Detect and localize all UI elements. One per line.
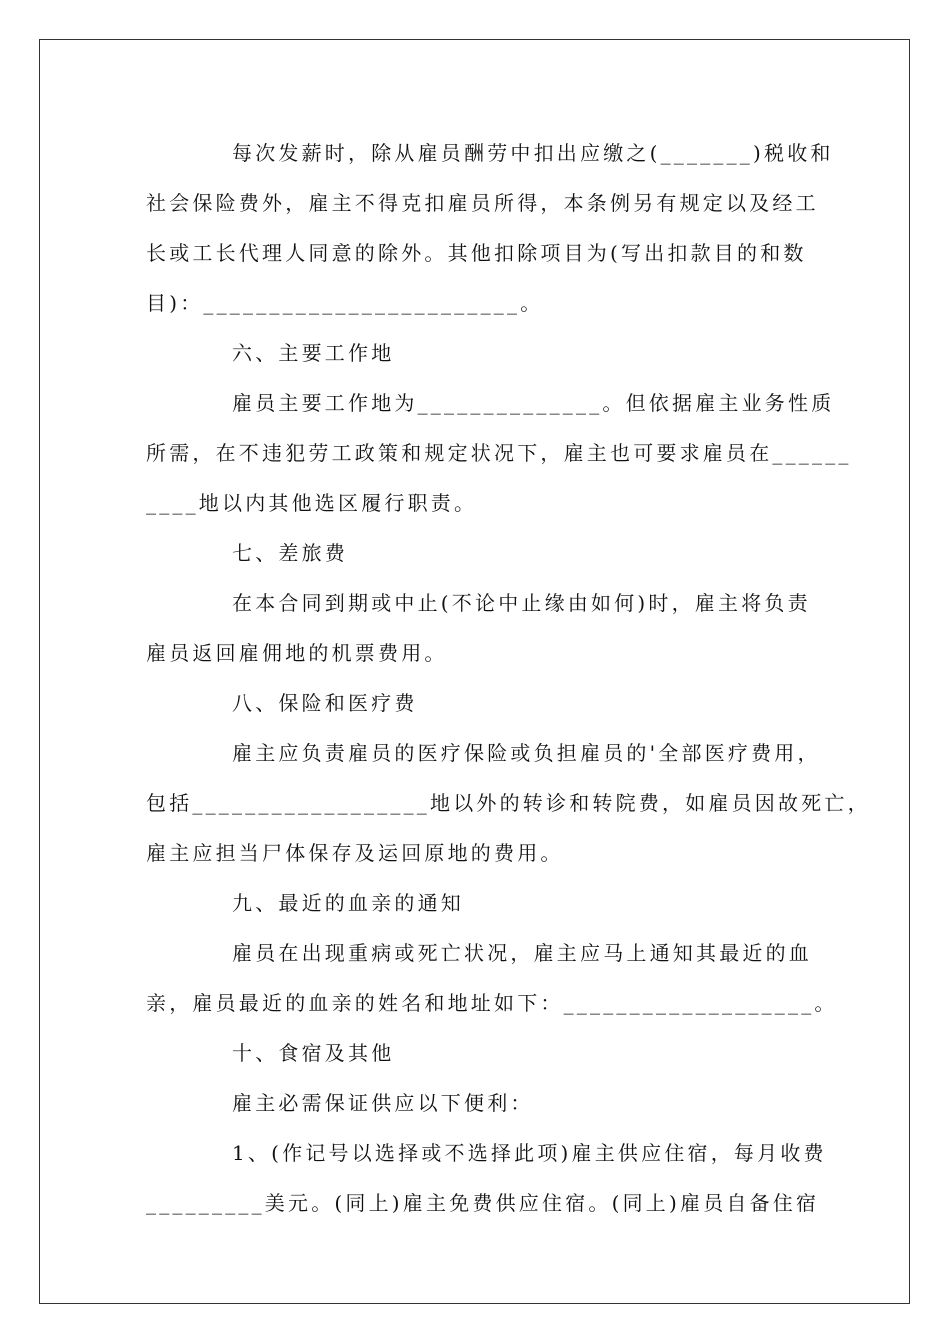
paragraph-workplace-line-3: ____地以内其他选区履行职责。: [146, 491, 478, 515]
section-heading-insurance: 八、保险和医疗费: [232, 691, 418, 715]
paragraph-insurance-line-3: 雇主应担当尸体保存及运回原地的费用。: [146, 841, 564, 865]
paragraph-workplace-line-1: 雇员主要工作地为______________。但依据雇主业务性质: [232, 391, 835, 415]
paragraph-deduction-line-3: 长或工长代理人同意的除外。其他扣除项目为(写出扣款目的和数: [146, 241, 807, 265]
paragraph-deduction-line-4: 目)：________________________。: [146, 291, 544, 315]
section-heading-accommodation: 十、食宿及其他: [232, 1041, 395, 1065]
paragraph-accommodation-item-1-line-2: _________美元。(同上)雇主免费供应住宿。(同上)雇员自备住宿: [146, 1191, 820, 1215]
section-heading-next-of-kin: 九、最近的血亲的通知: [232, 891, 464, 915]
section-heading-travel: 七、差旅费: [232, 541, 348, 565]
paragraph-workplace-line-2: 所需，在不违犯劳工政策和规定状况下，雇主也可要求雇员在______: [146, 441, 852, 465]
paragraph-insurance-line-1: 雇主应负责雇员的医疗保险或负担雇员的'全部医疗费用，: [232, 741, 821, 765]
paragraph-deduction-line-2: 社会保险费外，雇主不得克扣雇员所得，本条例另有规定以及经工: [146, 191, 819, 215]
paragraph-insurance-line-2: 包括__________________地以外的转诊和转院费，如雇员因故死亡，: [146, 791, 871, 815]
paragraph-accommodation-intro: 雇主必需保证供应以下便利：: [232, 1091, 534, 1115]
paragraph-next-of-kin-line-1: 雇员在出现重病或死亡状况，雇主应马上通知其最近的血: [232, 941, 812, 965]
paragraph-next-of-kin-line-2: 亲，雇员最近的血亲的姓名和地址如下：___________________。: [146, 991, 838, 1015]
section-heading-workplace: 六、主要工作地: [232, 341, 395, 365]
paragraph-accommodation-item-1-line-1: 1、(作记号以选择或不选择此项)雇主供应住宿，每月收费: [232, 1141, 827, 1165]
paragraph-travel-line-2: 雇员返回雇佣地的机票费用。: [146, 641, 448, 665]
paragraph-travel-line-1: 在本合同到期或中止(不论中止缘由如何)时，雇主将负责: [232, 591, 811, 615]
paragraph-deduction-line-1: 每次发薪时，除从雇员酬劳中扣出应缴之(_______)税收和: [232, 141, 834, 165]
